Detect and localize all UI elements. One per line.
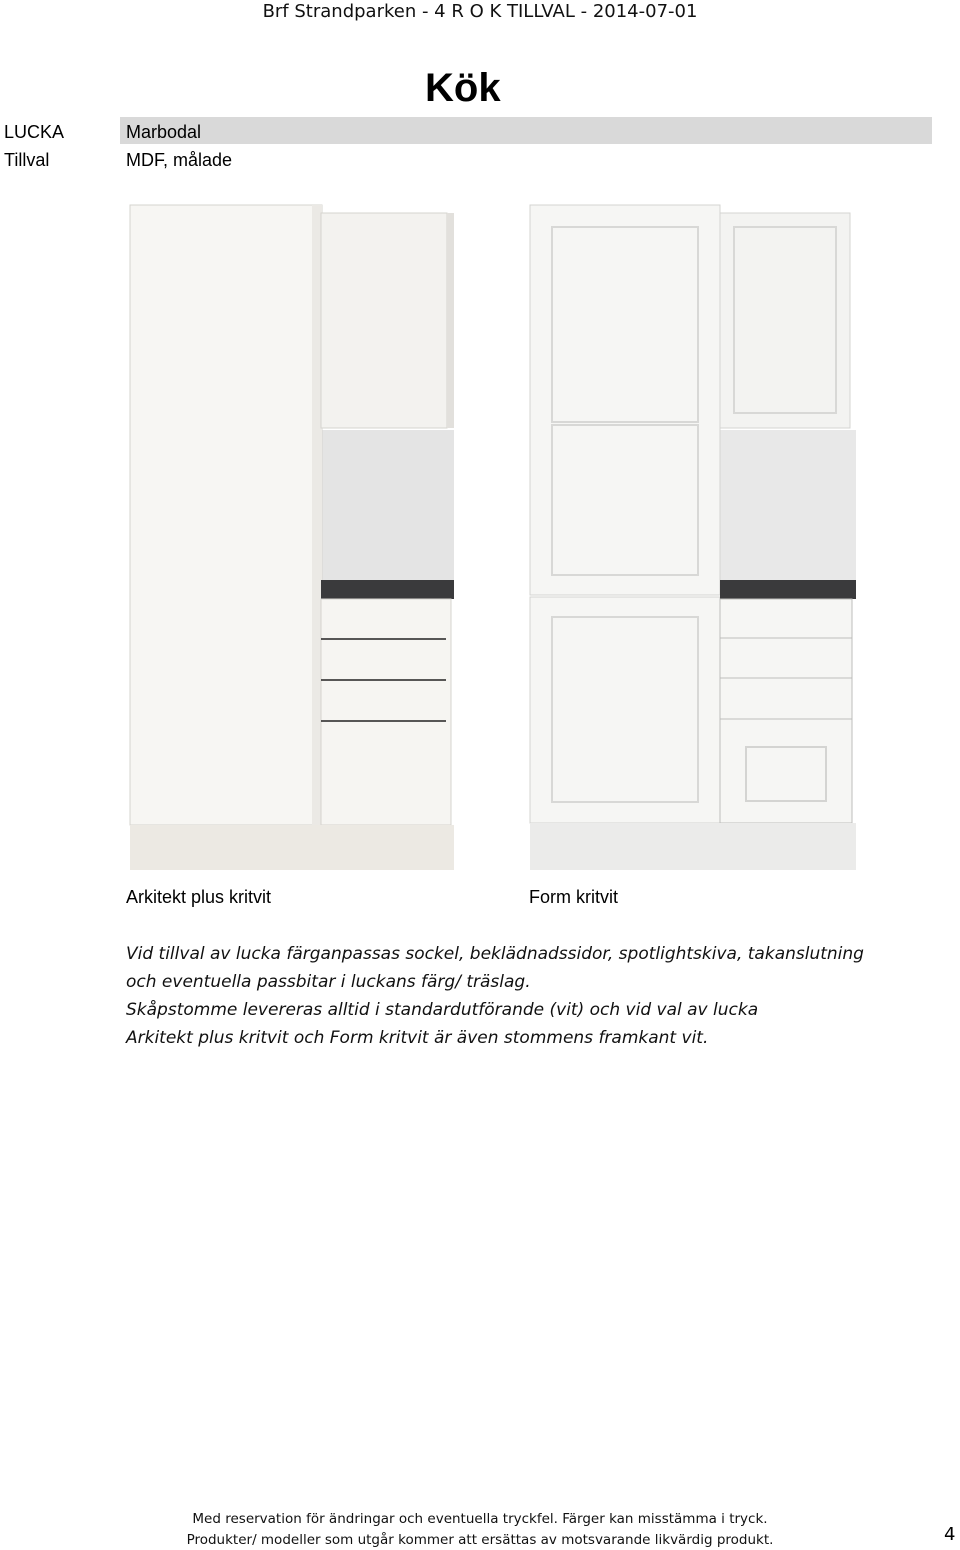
page-number: 4 bbox=[944, 1524, 956, 1545]
spec-label-tillval: Tillval bbox=[4, 150, 50, 170]
form-kritvit-kitchen-image bbox=[528, 203, 856, 870]
product-caption-form: Form kritvit bbox=[529, 887, 618, 907]
section-title: Kök bbox=[425, 66, 501, 110]
footer-disclaimer-line1: Med reservation för ändringar och eventuella tryckfel. Färger kan misstämma i tryck. bbox=[192, 1511, 768, 1527]
footer-disclaimer-line2: Produkter/ modeller som utgår kommer att ersättas av motsvarande likvärdig produkt. bbox=[186, 1532, 774, 1548]
tillval-note bbox=[126, 940, 926, 1052]
note-line: och eventuella passbitar i luckans färg/ träslag. bbox=[126, 972, 531, 992]
section-header-bar bbox=[120, 117, 932, 144]
spec-value-lucka: Marbodal bbox=[126, 122, 202, 142]
note-line: Arkitekt plus kritvit och Form kritvit är även stommens framkant vit. bbox=[126, 1028, 709, 1048]
document-header-title: Brf Strandparken - 4 R O K TILLVAL - 2014-07-01 bbox=[262, 1, 698, 22]
spec-label-lucka: LUCKA bbox=[4, 122, 65, 142]
product-caption-arkitekt: Arkitekt plus kritvit bbox=[126, 887, 272, 907]
arkitekt-plus-kritvit-kitchen-image bbox=[128, 203, 454, 870]
note-line: Vid tillval av lucka färganpassas sockel, beklädnadssidor, spotlightskiva, takanslutning bbox=[126, 944, 864, 964]
note-line: Skåpstomme levereras alltid i standardutförande (vit) och vid val av lucka bbox=[126, 1000, 759, 1020]
spec-value-tillval: MDF, målade bbox=[126, 150, 233, 170]
